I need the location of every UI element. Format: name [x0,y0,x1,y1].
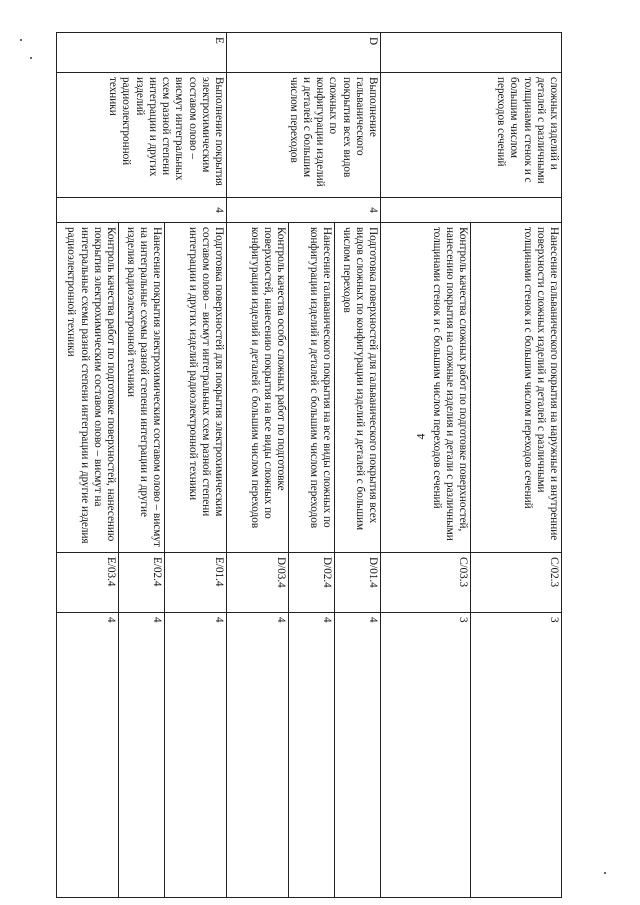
gf-level-cell: 4 [57,198,227,223]
tf-level-cell: 3 [471,613,562,898]
tf-code-cell: E/01.4 [165,553,227,613]
tf-name-cell: Нанесение гальванического покрытия на наружные и внутренние поверхности сложных изделий и деталей с различными толщинами стенок и с большим числом переходов сечений [471,223,562,553]
tf-level-cell: 3 [381,613,471,898]
tf-name-cell: Подготовка поверхностей для покрытия электрохимическим составом олово – висмут интегральных схем разной степени интеграции и других изделий радиоэлектронной техники [165,223,227,553]
tf-level-cell: 4 [57,613,119,898]
tf-code-cell: D/03.4 [227,553,289,613]
rotated-table-wrapper [57,32,562,897]
tf-code-cell: E/02.4 [119,553,165,613]
tf-level-cell: 4 [289,613,335,898]
table-row [165,33,227,898]
scan-speck [20,39,22,41]
tf-code-cell: E/03.4 [57,553,119,613]
tf-level-cell: 4 [119,613,165,898]
tf-name-cell: Нанесение покрытия электрохимическим составом олово – висмут на интегральные схемы разной степени интеграции и другие изделия радиоэлектронной техники [119,223,165,553]
scan-speck [30,57,32,59]
gf-level-cell [381,198,562,223]
page-number: 4 [413,433,428,440]
tf-name-cell: Контроль качества особо сложных работ по подготовке поверхностей, нанесению покрытия на все виды сложных по конфигурации изделий и деталей с большим числом переходов [227,223,289,553]
scan-speck [604,872,606,874]
gf-level-cell: 4 [227,198,381,223]
tf-level-cell: 4 [165,613,227,898]
tf-name-cell: Контроль качества сложных работ по подготовке поверхностей, нанесению покрытия на сложные изделия и детали с различными толщинами стенок и с большим числом переходов сечений [381,223,471,553]
tf-code-cell: D/02.4 [289,553,335,613]
gf-name-cell: сложных изделий и деталей с различными толщинами стенок и с большим числом переходов сечений [381,73,562,198]
table-row [335,33,381,898]
tf-code-cell: C/03.3 [381,553,471,613]
gf-code-cell: D [227,33,381,73]
tf-name-cell: Нанесение гальванического покрытия на все виды сложных по конфигурации изделий и деталей с большим числом переходов [289,223,335,553]
tf-name-cell: Подготовка поверхностей для гальванического покрытия всех видов сложных по конфигурации изделий и деталей с большим числом переходов [335,223,381,553]
table-row [471,33,562,898]
gf-code-cell [381,33,562,73]
generalized-functions-table [56,32,562,898]
tf-code-cell: C/02.3 [471,553,562,613]
gf-code-cell: E [57,33,227,73]
tf-level-cell: 4 [227,613,289,898]
tf-level-cell: 4 [335,613,381,898]
tf-code-cell: D/01.4 [335,553,381,613]
tf-name-cell: Контроль качества работ по подготовке поверхностей, нанесению покрытия электрохимическим составом олово – висмут на интегральные схемы разной степени интеграции и другие изделия радиоэлектронной техники [57,223,119,553]
gf-name-cell: Выполнение покрытия электрохимическим составом олово – висмут интегральных схем разной степени интеграции и других изделий радиоэлектронной техники [57,73,227,198]
gf-name-cell: Выполнение гальванического покрытия всех видов сложных по конфигурации изделий и деталей с большим числом переходов [227,73,381,198]
